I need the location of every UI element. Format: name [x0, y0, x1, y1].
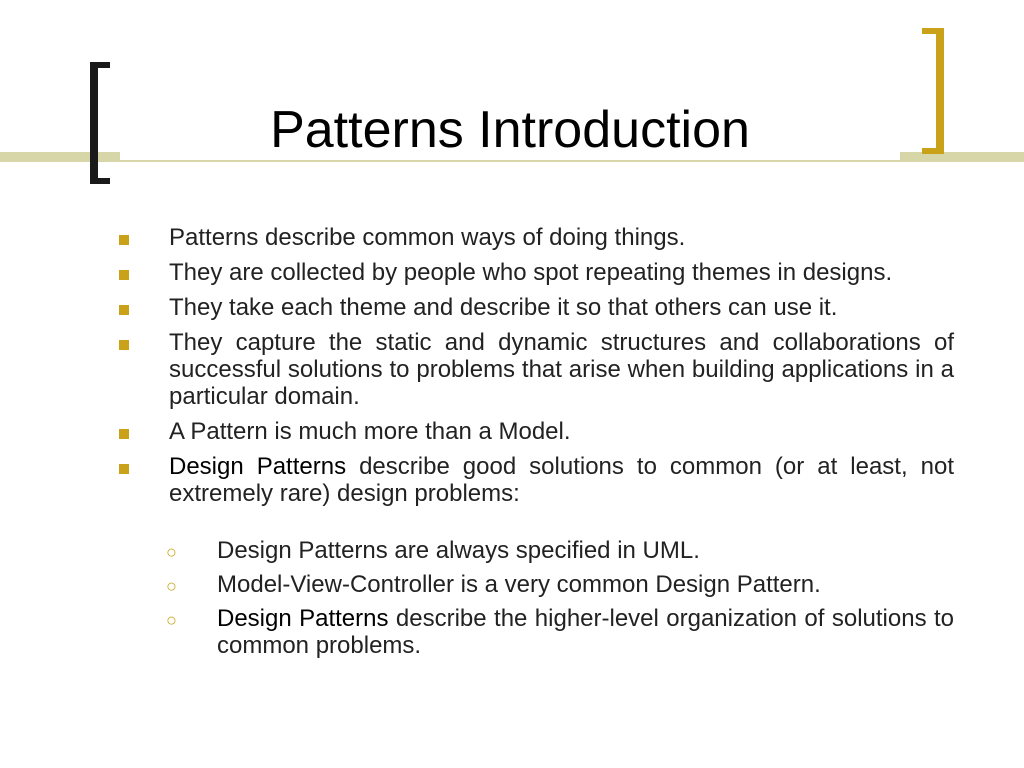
list-item	[116, 259, 954, 286]
square-bullet-icon	[119, 340, 129, 350]
list-item	[116, 294, 954, 321]
left-bracket-decoration	[90, 62, 110, 184]
square-bullet-icon	[119, 270, 129, 280]
list-item	[116, 605, 954, 659]
list-item	[116, 537, 954, 564]
subbullet-text: describe the higher-level organization of solutions to common problems.	[217, 605, 954, 659]
hollow-circle-bullet-icon: ○	[166, 542, 177, 562]
list-item	[116, 571, 954, 598]
bullet-text: A Pattern is much more than a Model.	[169, 418, 571, 445]
list-item	[116, 418, 954, 445]
list-item	[116, 329, 954, 410]
subbullet-highlight: Design Patterns	[217, 605, 389, 632]
bullet-text: Patterns describe common ways of doing things.	[169, 224, 686, 251]
hollow-circle-bullet-icon: ○	[166, 610, 177, 630]
bullet-text: They are collected by people who spot repeating themes in designs.	[169, 259, 893, 286]
square-bullet-icon	[119, 429, 129, 439]
subbullet-text: Model-View-Controller is a very common Design Pattern.	[217, 571, 821, 598]
square-bullet-icon	[119, 305, 129, 315]
hollow-circle-bullet-icon: ○	[166, 576, 177, 596]
bullet-highlight: Design Patterns	[169, 453, 347, 480]
list-item	[116, 453, 954, 507]
subbullet-text: Design Patterns are always specified in UML.	[217, 537, 700, 564]
slide-content	[116, 224, 954, 666]
sub-bullet-list	[116, 537, 954, 659]
square-bullet-icon	[119, 464, 129, 474]
slide-title: Patterns Introduction	[120, 100, 900, 160]
bullet-text: They take each theme and describe it so that others can use it.	[169, 294, 838, 321]
bullet-text: They capture the static and dynamic structures and collaborations of successful solutions to problems that arise when building applications in a particular domain.	[169, 329, 954, 410]
square-bullet-icon	[119, 235, 129, 245]
bullet-text: describe good solutions to common (or at least, not extremely rare) design problems:	[169, 453, 954, 507]
bullet-list	[116, 224, 954, 507]
right-bracket-decoration	[922, 28, 944, 154]
list-item	[116, 224, 954, 251]
